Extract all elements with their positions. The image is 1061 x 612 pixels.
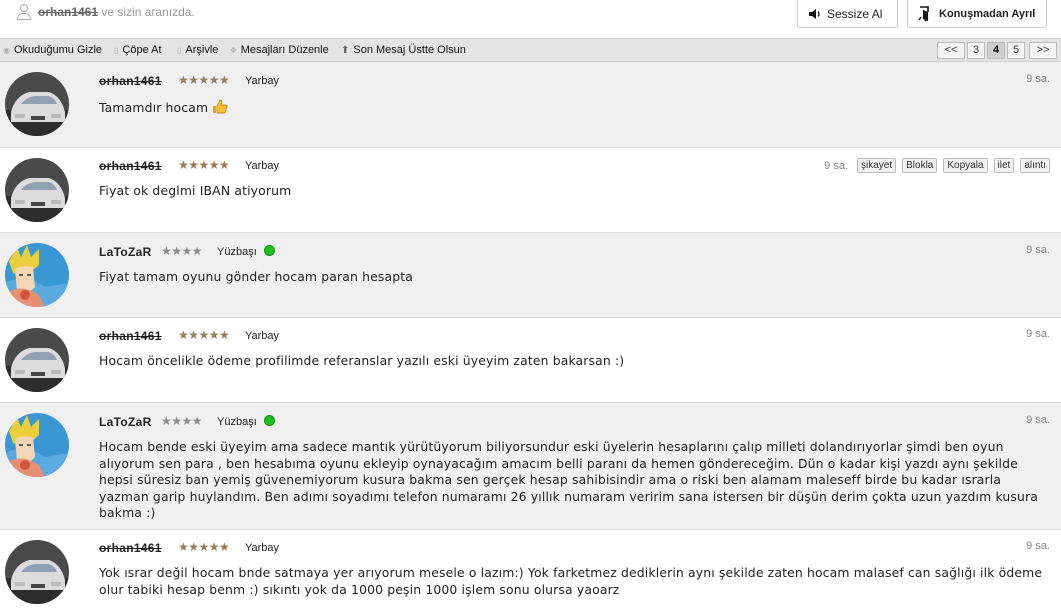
report-button[interactable]: şikayet <box>857 158 896 173</box>
leave-label: Konuşmadan Ayrıl <box>939 7 1036 20</box>
message-text: Fiyat ok deglmi IBAN atiyorum <box>99 183 292 198</box>
pagination-page-4[interactable]: 4 <box>987 42 1005 59</box>
user-icon <box>17 4 31 21</box>
archive-label: Arşivle <box>185 44 219 56</box>
message-text <box>99 99 1049 117</box>
edit-messages-button[interactable] <box>230 44 329 56</box>
message-row <box>0 403 1061 530</box>
archive-icon: ▯ <box>177 45 182 55</box>
username[interactable]: orhan1461 <box>99 159 162 173</box>
participants-suffix: ve sizin aranızda. <box>98 5 195 19</box>
trash-label: Çöpe At <box>122 44 162 56</box>
pagination-prev[interactable]: << <box>937 42 965 59</box>
username[interactable]: LaToZaR <box>99 245 152 259</box>
mute-button[interactable] <box>797 0 898 28</box>
username[interactable]: LaToZaR <box>99 415 152 429</box>
message-text: Yok ısrar değil hocam bnde satmaya yer arıyorum mesele o lazım:) Yok farketmez dediklerin aynı şekilde zaten hocam malasef can sağlığı ilk ödeme olur tabiki hesap benm :) sıkıntı yok da 1000 peşin 1000 işlem sonu olursa yaoarz <box>99 565 1043 597</box>
avatar[interactable] <box>5 328 69 392</box>
user-rank: Yarbay <box>245 160 280 172</box>
rating-stars: ★★★★ <box>161 414 203 428</box>
pagination-page-5[interactable]: 5 <box>1007 42 1025 59</box>
trash-button[interactable] <box>114 44 162 56</box>
avatar[interactable] <box>5 158 69 222</box>
rating-stars: ★★★★★ <box>178 73 230 87</box>
message-text: Hocam bende eski üyeyim ama sadece mantık yürütüyorum biliyorsundur eski üyelerin hesaplarını çalıp milleti dolandırıyorlar şimdi ben oyun alıyorum sen para , ben hesabıma oyunu ekleyip oynayacağım amacım belli paranı da hemen göndereceğim. Dün o kadar kişi yazdı aynı şekilde hepsi süresiz ban yemiş güvenemiyorum kusura bakma sen gerçek hesap sahibisindir ama o riski ben alamam maleseff birde bu kadar ısrarla yazman garip huylandım. Ben adımı soyadımı telefon numaramı 26 yıllık numaram veririm sana istersen bir düşün derim çokta uzun yazdım kusura bakma :) <box>99 439 1038 520</box>
quote-button[interactable]: alıntı <box>1020 158 1050 173</box>
user-rank: Yarbay <box>245 75 280 87</box>
leave-conversation-button[interactable] <box>907 0 1047 28</box>
message-time: 9 sa. <box>1026 244 1050 256</box>
block-button[interactable]: Blokla <box>902 158 937 173</box>
message-row <box>0 62 1061 148</box>
username[interactable]: orhan1461 <box>99 329 162 343</box>
move-icon: ✥ <box>230 45 237 55</box>
newest-first-button[interactable] <box>341 44 466 56</box>
message-row <box>0 148 1061 233</box>
message-toolbar <box>0 38 1061 62</box>
user-rank: Yüzbaşı <box>217 416 257 428</box>
user-rank: Yarbay <box>245 330 280 342</box>
message-time: 9 sa. <box>824 159 848 172</box>
avatar[interactable] <box>5 72 69 136</box>
copy-button[interactable]: Kopyala <box>943 158 987 173</box>
user-rank: Yarbay <box>245 542 280 554</box>
rating-stars: ★★★★★ <box>178 328 230 342</box>
rating-stars: ★★★★★ <box>178 540 230 554</box>
message-time: 9 sa. <box>1026 414 1050 426</box>
exit-door-icon <box>918 6 934 22</box>
eye-icon: ◉ <box>3 45 10 55</box>
rating-stars: ★★★★ <box>161 244 203 258</box>
avatar[interactable] <box>5 540 69 604</box>
username[interactable]: orhan1461 <box>99 74 162 88</box>
message-time: 9 sa. <box>1026 328 1050 340</box>
edit-messages-label: Mesajları Düzenle <box>240 44 329 56</box>
username[interactable]: orhan1461 <box>99 541 162 555</box>
arrow-up-icon: ⬆ <box>341 44 350 56</box>
online-status-dot <box>264 415 275 426</box>
online-status-dot <box>264 245 275 256</box>
archive-button[interactable] <box>177 44 218 56</box>
trash-icon: ▯ <box>114 45 119 55</box>
message-time: 9 sa. <box>1026 540 1050 552</box>
pagination-next[interactable]: >> <box>1029 42 1057 59</box>
rating-stars: ★★★★★ <box>178 158 230 172</box>
participant-name[interactable]: orhan1461 <box>38 5 99 19</box>
message-text: Fiyat tamam oyunu gönder hocam paran hesapta <box>99 269 413 284</box>
hide-read-label: Okuduğumu Gizle <box>13 44 103 56</box>
participants-text <box>38 5 195 19</box>
hide-read-button[interactable] <box>3 44 102 56</box>
message-time: 9 sa. <box>1026 73 1050 85</box>
user-rank: Yüzbaşı <box>217 246 257 258</box>
forward-button[interactable]: ilet <box>994 158 1015 173</box>
avatar[interactable] <box>5 243 69 307</box>
mute-label: Sessize Al <box>827 6 883 21</box>
newest-first-label: Son Mesaj Üstte Olsun <box>353 44 466 56</box>
message-row <box>0 530 1061 612</box>
message-row <box>0 318 1061 403</box>
speaker-icon <box>808 8 822 20</box>
thumbs-up-icon <box>212 99 228 114</box>
message-text: Hocam öncelikle ödeme profilimde referanslar yazılı eski üyeyim zaten bakarsan :) <box>99 353 625 368</box>
avatar[interactable] <box>5 413 69 477</box>
pagination-page-3[interactable]: 3 <box>967 42 985 59</box>
conversation-header <box>0 0 1061 38</box>
message-body: Tamamdır hocam <box>99 100 209 115</box>
message-actions <box>824 158 1050 173</box>
message-row <box>0 233 1061 318</box>
